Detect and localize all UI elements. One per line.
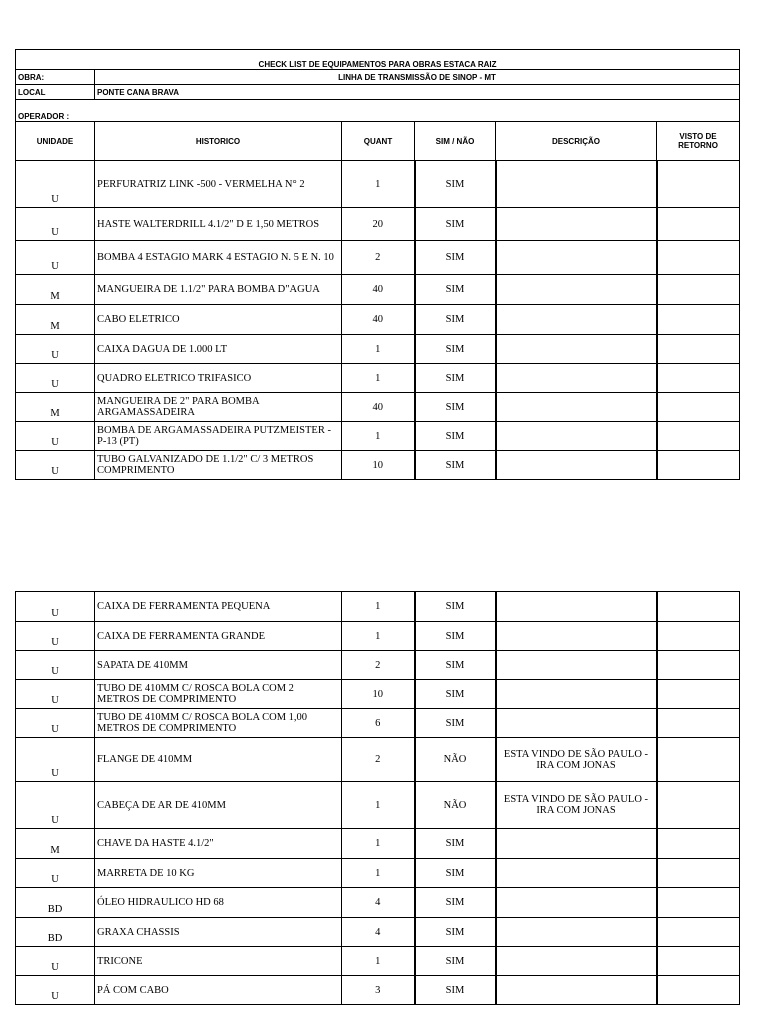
cell-unidade: U (16, 592, 95, 622)
cell-unidade: U (16, 161, 95, 208)
cell-descricao (496, 364, 657, 393)
table-row (16, 305, 740, 335)
cell-unidade: M (16, 829, 95, 859)
table-row (16, 592, 740, 622)
cell-sim-nao: SIM (415, 976, 496, 1005)
cell-sim-nao: SIM (415, 592, 496, 622)
cell-unidade: U (16, 859, 95, 888)
cell-sim-nao: SIM (415, 451, 496, 480)
cell-quant: 10 (342, 680, 415, 709)
table-row (16, 888, 740, 918)
cell-quant: 1 (342, 622, 415, 651)
cell-historico: MANGUEIRA DE 2" PARA BOMBA ARGAMASSADEIRA (95, 393, 342, 422)
table-row (16, 451, 740, 480)
cell-descricao (496, 592, 657, 622)
cell-sim-nao: SIM (415, 859, 496, 888)
cell-visto (657, 393, 740, 422)
cell-quant: 4 (342, 918, 415, 947)
cell-visto (657, 622, 740, 651)
cell-historico: MARRETA DE 10 KG (95, 859, 342, 888)
cell-descricao (496, 888, 657, 918)
cell-visto (657, 161, 740, 208)
cell-sim-nao: SIM (415, 622, 496, 651)
cell-descricao (496, 829, 657, 859)
table-row (16, 335, 740, 364)
table-row (16, 976, 740, 1005)
cell-descricao (496, 241, 657, 275)
cell-unidade: U (16, 208, 95, 241)
cell-unidade: U (16, 680, 95, 709)
cell-descricao (496, 709, 657, 738)
cell-historico: BOMBA DE ARGAMASSADEIRA PUTZMEISTER - P-13 (PT) (95, 422, 342, 451)
cell-unidade: U (16, 451, 95, 480)
checklist-table-1 (15, 49, 740, 480)
cell-unidade: U (16, 335, 95, 364)
cell-quant: 2 (342, 738, 415, 782)
cell-quant: 4 (342, 888, 415, 918)
cell-quant: 1 (342, 364, 415, 393)
cell-visto (657, 275, 740, 305)
cell-visto (657, 680, 740, 709)
cell-unidade: BD (16, 888, 95, 918)
cell-unidade: BD (16, 918, 95, 947)
cell-quant: 2 (342, 651, 415, 680)
cell-sim-nao: SIM (415, 275, 496, 305)
cell-quant: 2 (342, 241, 415, 275)
cell-visto (657, 208, 740, 241)
cell-visto (657, 888, 740, 918)
cell-unidade: U (16, 364, 95, 393)
cell-visto (657, 918, 740, 947)
cell-descricao (496, 976, 657, 1005)
cell-sim-nao: SIM (415, 364, 496, 393)
cell-descricao: ESTA VINDO DE SÃO PAULO - IRA COM JONAS (496, 738, 657, 782)
cell-quant: 40 (342, 393, 415, 422)
cell-historico: QUADRO ELETRICO TRIFASICO (95, 364, 342, 393)
table-row (16, 829, 740, 859)
cell-historico: PERFURATRIZ LINK -500 - VERMELHA N° 2 (95, 161, 342, 208)
col-sim-nao: SIM / NÃO (415, 122, 496, 161)
cell-descricao (496, 947, 657, 976)
cell-visto (657, 709, 740, 738)
cell-visto (657, 859, 740, 888)
cell-historico: HASTE WALTERDRILL 4.1/2" D E 1,50 METROS (95, 208, 342, 241)
cell-visto (657, 976, 740, 1005)
table-row (16, 782, 740, 829)
checklist-table-2 (15, 591, 740, 1005)
cell-sim-nao: SIM (415, 305, 496, 335)
cell-visto (657, 422, 740, 451)
cell-unidade: U (16, 422, 95, 451)
cell-quant: 1 (342, 829, 415, 859)
cell-sim-nao: SIM (415, 335, 496, 364)
cell-unidade: M (16, 305, 95, 335)
cell-visto (657, 829, 740, 859)
cell-quant: 6 (342, 709, 415, 738)
cell-sim-nao: SIM (415, 680, 496, 709)
cell-visto (657, 738, 740, 782)
cell-sim-nao: NÃO (415, 738, 496, 782)
cell-descricao (496, 680, 657, 709)
cell-sim-nao: SIM (415, 918, 496, 947)
cell-unidade: U (16, 947, 95, 976)
cell-historico: FLANGE DE 410MM (95, 738, 342, 782)
table-row (16, 651, 740, 680)
cell-descricao (496, 305, 657, 335)
table-row (16, 680, 740, 709)
table-row (16, 241, 740, 275)
col-quant: QUANT (342, 122, 415, 161)
table-row (16, 947, 740, 976)
cell-historico: SAPATA DE 410MM (95, 651, 342, 680)
cell-historico: CABO ELETRICO (95, 305, 342, 335)
cell-unidade: U (16, 738, 95, 782)
cell-unidade: U (16, 622, 95, 651)
cell-unidade: U (16, 241, 95, 275)
table-row (16, 422, 740, 451)
cell-visto (657, 335, 740, 364)
cell-historico: ÓLEO HIDRAULICO HD 68 (95, 888, 342, 918)
table-row (16, 275, 740, 305)
obra-label: OBRA: (16, 70, 95, 85)
table-row (16, 918, 740, 947)
cell-visto (657, 241, 740, 275)
cell-descricao (496, 622, 657, 651)
cell-quant: 40 (342, 275, 415, 305)
cell-descricao (496, 651, 657, 680)
cell-descricao (496, 859, 657, 888)
cell-quant: 10 (342, 451, 415, 480)
cell-historico: CHAVE DA HASTE 4.1/2" (95, 829, 342, 859)
table-row (16, 738, 740, 782)
cell-descricao (496, 208, 657, 241)
cell-visto (657, 782, 740, 829)
cell-sim-nao: NÃO (415, 782, 496, 829)
cell-historico: CAIXA DE FERRAMENTA PEQUENA (95, 592, 342, 622)
col-descricao: DESCRIÇÃO (496, 122, 657, 161)
cell-descricao (496, 161, 657, 208)
cell-descricao (496, 422, 657, 451)
obra-value: LINHA DE TRANSMISSÃO DE SINOP - MT (95, 70, 740, 85)
cell-visto (657, 364, 740, 393)
cell-sim-nao: SIM (415, 829, 496, 859)
cell-quant: 1 (342, 947, 415, 976)
cell-sim-nao: SIM (415, 888, 496, 918)
cell-descricao (496, 451, 657, 480)
cell-historico: CAIXA DE FERRAMENTA GRANDE (95, 622, 342, 651)
cell-unidade: M (16, 275, 95, 305)
cell-quant: 1 (342, 592, 415, 622)
cell-quant: 1 (342, 859, 415, 888)
table-row (16, 709, 740, 738)
table-row (16, 161, 740, 208)
operador-label: OPERADOR : (16, 100, 740, 122)
cell-historico: TUBO DE 410MM C/ ROSCA BOLA COM 2 METROS DE COMPRIMENTO (95, 680, 342, 709)
cell-visto (657, 451, 740, 480)
cell-historico: TRICONE (95, 947, 342, 976)
cell-quant: 40 (342, 305, 415, 335)
cell-unidade: U (16, 782, 95, 829)
col-historico: HISTORICO (95, 122, 342, 161)
cell-visto (657, 592, 740, 622)
cell-historico: CAIXA DAGUA DE 1.000 LT (95, 335, 342, 364)
cell-unidade: U (16, 651, 95, 680)
cell-quant: 20 (342, 208, 415, 241)
cell-historico: PÁ COM CABO (95, 976, 342, 1005)
table-row (16, 622, 740, 651)
cell-quant: 1 (342, 422, 415, 451)
cell-quant: 1 (342, 782, 415, 829)
cell-unidade: U (16, 976, 95, 1005)
col-unidade: UNIDADE (16, 122, 95, 161)
table-row (16, 393, 740, 422)
cell-descricao (496, 918, 657, 947)
cell-historico: MANGUEIRA DE 1.1/2" PARA BOMBA D"AGUA (95, 275, 342, 305)
cell-visto (657, 651, 740, 680)
cell-sim-nao: SIM (415, 208, 496, 241)
table-row (16, 208, 740, 241)
table-row (16, 364, 740, 393)
cell-descricao (496, 275, 657, 305)
cell-sim-nao: SIM (415, 709, 496, 738)
cell-historico: BOMBA 4 ESTAGIO MARK 4 ESTAGIO N. 5 E N. 10 (95, 241, 342, 275)
cell-unidade: U (16, 709, 95, 738)
local-label: LOCAL (16, 85, 95, 100)
col-visto: VISTO DE RETORNO (657, 122, 740, 161)
cell-descricao (496, 335, 657, 364)
cell-sim-nao: SIM (415, 422, 496, 451)
cell-sim-nao: SIM (415, 393, 496, 422)
table-row (16, 859, 740, 888)
page-title: CHECK LIST DE EQUIPAMENTOS PARA OBRAS ESTACA RAIZ (16, 50, 740, 70)
cell-sim-nao: SIM (415, 947, 496, 976)
cell-visto (657, 305, 740, 335)
cell-historico: CABEÇA DE AR DE 410MM (95, 782, 342, 829)
cell-historico: TUBO GALVANIZADO DE 1.1/2" C/ 3 METROS COMPRIMENTO (95, 451, 342, 480)
cell-sim-nao: SIM (415, 161, 496, 208)
cell-sim-nao: SIM (415, 651, 496, 680)
cell-quant: 1 (342, 161, 415, 208)
cell-descricao (496, 393, 657, 422)
cell-quant: 3 (342, 976, 415, 1005)
local-value: PONTE CANA BRAVA (95, 85, 740, 100)
cell-descricao: ESTA VINDO DE SÃO PAULO - IRA COM JONAS (496, 782, 657, 829)
cell-historico: TUBO DE 410MM C/ ROSCA BOLA COM 1,00 METROS DE COMPRIMENTO (95, 709, 342, 738)
cell-historico: GRAXA CHASSIS (95, 918, 342, 947)
cell-visto (657, 947, 740, 976)
cell-unidade: M (16, 393, 95, 422)
cell-sim-nao: SIM (415, 241, 496, 275)
cell-quant: 1 (342, 335, 415, 364)
